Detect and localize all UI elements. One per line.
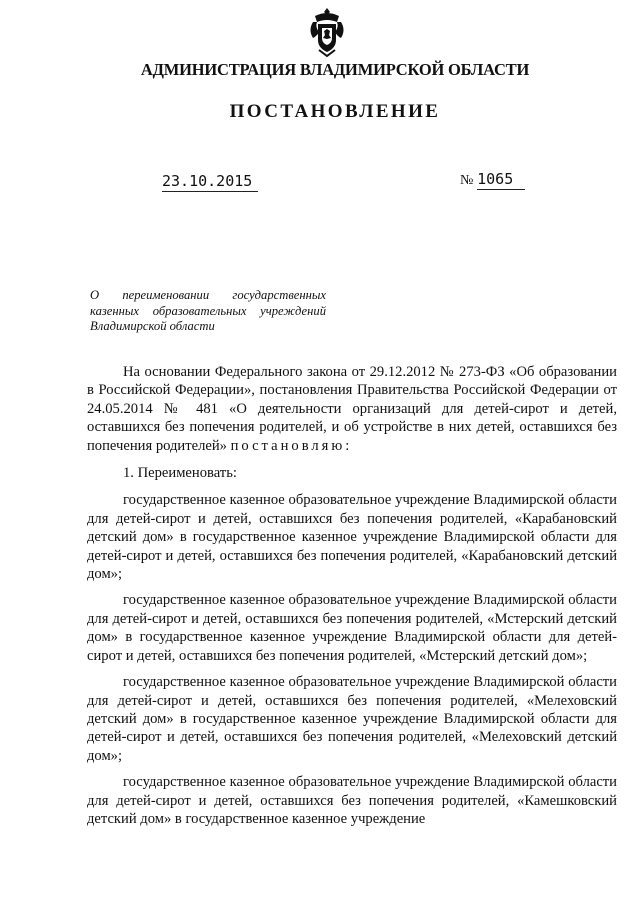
list-item: государственное казенное образовательное учреждение Владимирской области для детей-сирот и детей, оставшихся без попечения родителей, «Камешковский детский дом» в государственное казенное учреждение: [87, 774, 617, 827]
document-subject: О переименовании государственных казенных образовательных учреждений Владимирской области: [90, 288, 326, 333]
document-type-title: ПОСТАНОВЛЕНИЕ: [229, 101, 441, 122]
number-value: 1065: [477, 170, 525, 190]
preamble-text: На основании Федерального закона от 29.12.2012 № 273-ФЗ «Об образовании в Российской Федерации», постановления Правительства Российской Федерации от 24.05.2014 № 481 «О деятельности организаций для детей-сирот и детей, оставшихся без попечения родителей, и об устройстве в них детей, оставшихся без попечения родителей»: [87, 364, 617, 454]
preamble-paragraph: [87, 363, 617, 455]
document-body: [87, 363, 617, 836]
decree-word: постановляю:: [230, 437, 353, 454]
list-item: государственное казенное образовательное учреждение Владимирской области для детей-сирот и детей, оставшихся без попечения родителей, «Карабановский детский дом» в государственное казенное учреждение Владимирской области для детей-сирот и детей, оставшихся без попечения родителей, «Карабановский детский дом»;: [87, 492, 617, 583]
list-item: государственное казенное образовательное учреждение Владимирской области для детей-сирот и детей, оставшихся без попечения родителей, «Мелеховский детский дом» в государственное казенное учреждение Владимирской области для детей-сирот и детей, оставшихся без попечения родителей, «Мелеховский детский дом»;: [87, 674, 617, 764]
document-date: 23.10.2015: [162, 172, 258, 192]
clause-heading: 1. Переименовать:: [123, 465, 237, 482]
document-number: [460, 170, 525, 190]
organization-title: АДМИНИСТРАЦИЯ ВЛАДИМИРСКОЙ ОБЛАСТИ: [140, 60, 530, 79]
number-label: №: [460, 173, 474, 188]
coat-of-arms-icon: [307, 6, 347, 58]
list-item: государственное казенное образовательное учреждение Владимирской области для детей-сирот и детей, оставшихся без попечения родителей, «Мстерский детский дом» в государственное казенное учреждение Владимирской области для детей-сирот и детей, оставшихся без попечения родителей, «Мстерский детский дом»;: [87, 592, 617, 664]
